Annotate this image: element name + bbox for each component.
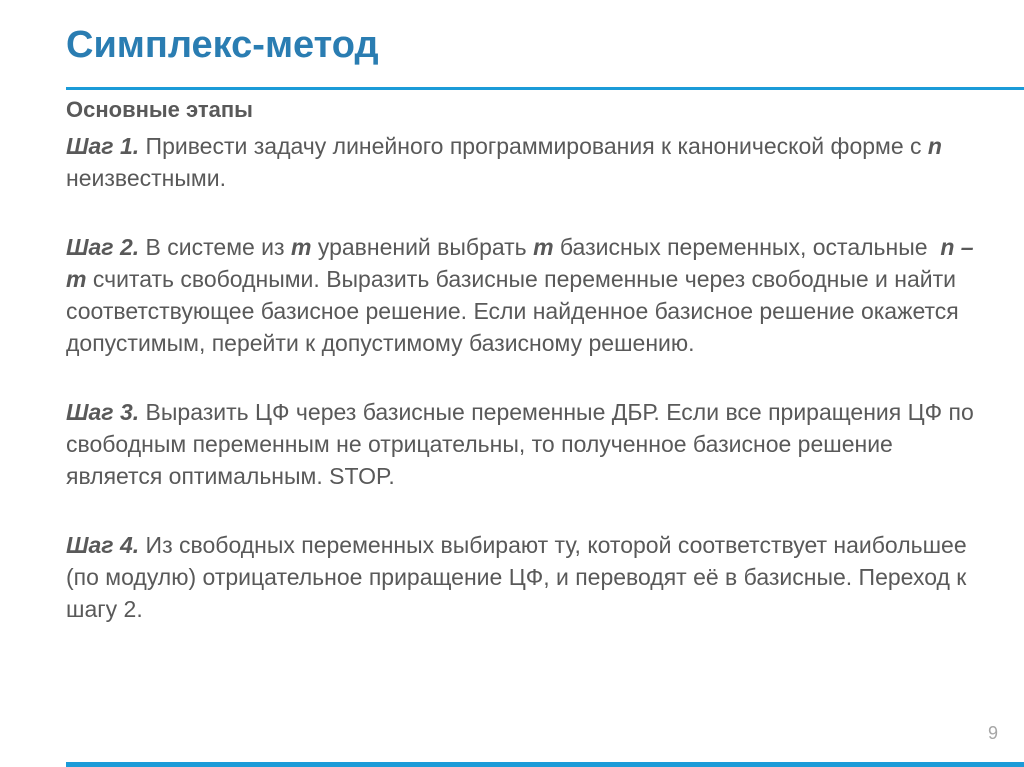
step-2-var-m: m xyxy=(290,234,312,260)
title-divider xyxy=(66,87,1024,90)
step-1-text-a: Привести задачу линейного программирования к канонической форме с xyxy=(139,133,928,159)
step-2-text-d: считать свободными. Выразить базисные переменные через свободные и найти соответствующее базисное решение. Если найденное базисное решение окажется допустимым, перейти к допустимому базисному решению. xyxy=(66,266,959,356)
step-3 xyxy=(66,396,986,492)
step-1-text-b: неизвестными. xyxy=(66,165,226,191)
slide-subtitle: Основные этапы xyxy=(66,97,253,122)
step-4 xyxy=(66,529,986,625)
step-3-text-a: Выразить ЦФ через базисные переменные ДБР. Если все приращения ЦФ по свободным переменным не отрицательны, то полученное базисное решение является оптимальным. STOP. xyxy=(66,399,974,489)
step-2-var-n-minus-m: n – m xyxy=(66,234,974,292)
step-2-var-m-2: m xyxy=(533,234,554,260)
steps-list xyxy=(66,130,986,625)
step-2-text-b: уравнений выбрать xyxy=(311,234,534,260)
footer-divider xyxy=(66,762,1024,767)
step-4-text-a: Из свободных переменных выбирают ту, которой соответствует наибольшее (по модулю) отрицательное приращение ЦФ, и переводят её в базисные. Переход к шагу 2. xyxy=(66,532,967,622)
step-4-label: Шаг 4. xyxy=(66,532,140,558)
step-1-label: Шаг 1. xyxy=(66,133,140,159)
step-2-text-a: В системе из xyxy=(139,234,291,260)
slide-title: Симплекс-метод xyxy=(66,24,379,66)
step-1-var-n: n xyxy=(927,133,942,159)
step-2 xyxy=(66,231,986,359)
page-number: 9 xyxy=(987,723,998,743)
step-1 xyxy=(66,130,986,194)
step-2-text-c: базисных переменных, остальные xyxy=(553,234,941,260)
step-3-label: Шаг 3. xyxy=(66,399,140,425)
step-2-label: Шаг 2. xyxy=(66,234,140,260)
